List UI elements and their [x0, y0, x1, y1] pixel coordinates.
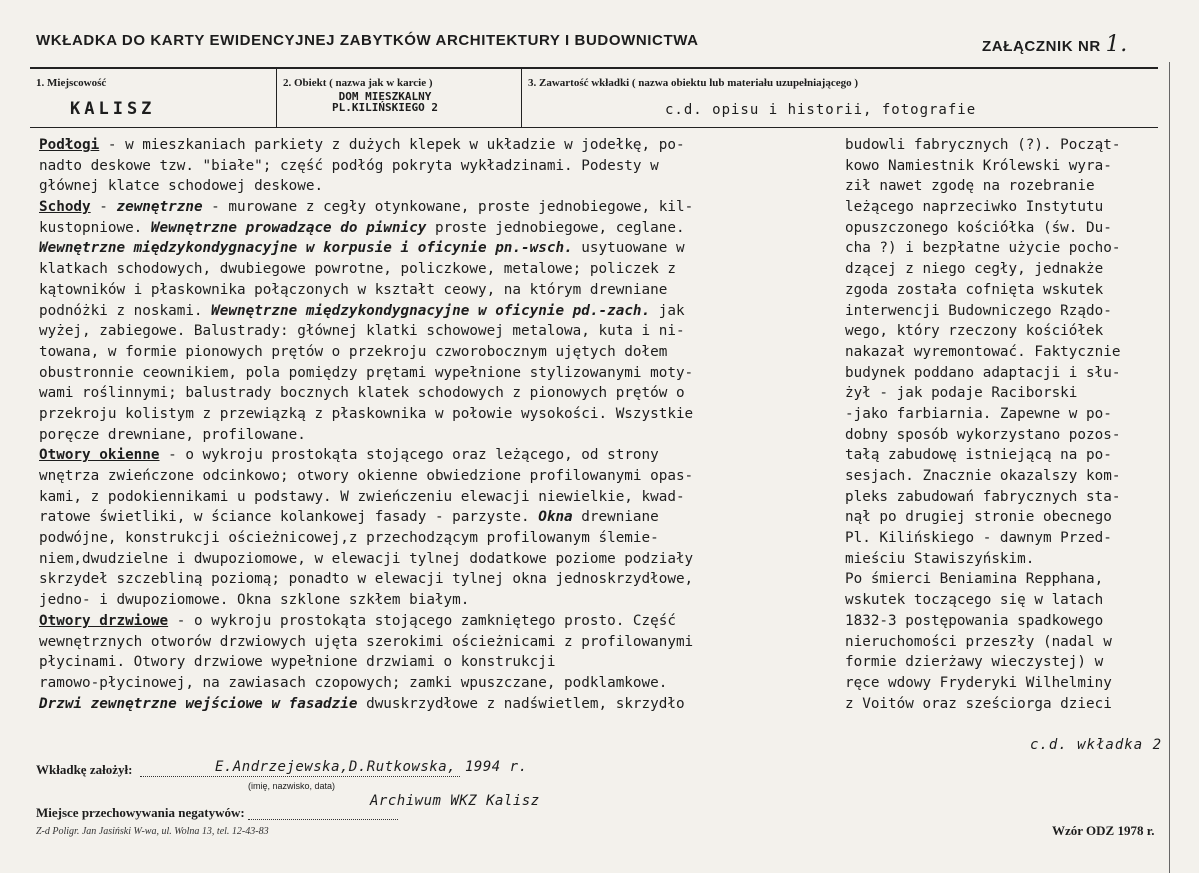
side-line: wskutek toczącego się w latach — [845, 592, 1104, 609]
text-line: niem,dwudzielne i dwupoziomowe, w elewacji tylnej dodatkowe poziome podziały — [39, 550, 694, 567]
text-line: Wewnętrzne międzykondygnacyjne w korpusie i oficynie pn.-wsch. usytuowane w — [39, 240, 685, 257]
text-line: obustronnie ceownikiem, pola pomiędzy prętami wypełnione stylizowanymi moty- — [39, 364, 694, 381]
text-line: Podłogi - w mieszkaniach parkiety z dużych klepek w układzie w jodełkę, po- — [39, 137, 685, 153]
text-line: wami roślinnymi; balustrady bocznych klatek schodowych z pionowych prętów o — [39, 385, 685, 402]
history-column — [845, 135, 1170, 714]
side-line: pleks zabudowań fabrycznych sta- — [845, 488, 1121, 505]
side-line: Pl. Kilińskiego - dawnym Przed- — [845, 530, 1112, 547]
text-line: kami, z podokiennikami u podstawy. W zwieńczeniu elewacji niewielkie, kwad- — [39, 488, 685, 505]
text-line: przekroju kolistym z przewiązką z płaskownika w połowie wysokości. Wszystkie — [39, 405, 694, 422]
text-line: poręcze drewniane, profilowane. — [39, 426, 306, 443]
founded-label: Wkładkę założył: — [36, 762, 133, 777]
side-line: interwencji Budowniczego Rządo- — [845, 302, 1112, 319]
locality-label: 1. Miejscowość — [36, 77, 107, 89]
text-line: towana, w formie pionowych prętów o przekroju czworobocznym ujętych dołem — [39, 343, 668, 360]
field-divider-2 — [521, 67, 522, 127]
text-line: ratowe świetliki, w ściance kolankowej fasady - parzyste. Okna drewniane — [39, 509, 659, 526]
founded-value: E.Andrzejewska,D.Rutkowska, 1994 r. — [215, 759, 528, 775]
text-line: podwójne, konstrukcji ościeżnicowej,z przechodzącym profilowanym ślemie- — [39, 530, 659, 547]
side-line: wego, który rzeczony kościółek — [845, 323, 1104, 340]
side-line: kowo Namiestnik Królewski wyra- — [845, 157, 1112, 174]
attachment-label: ZAŁĄCZNIK NR — [982, 38, 1101, 55]
side-line: nął po drugiej stronie obecnego — [845, 509, 1112, 526]
side-line: sesjach. Znacznie okazalszy kom- — [845, 468, 1121, 484]
negatives-label: Miejsce przechowywania negatywów: — [36, 805, 245, 820]
side-line: mieściu Stawiszyńskim. — [845, 550, 1035, 567]
text-line: Schody - zewnętrzne - murowane z cegły otynkowane, proste jednobiegowe, kil- — [39, 199, 694, 216]
contents-value: c.d. opisu i historii, fotografie — [665, 102, 977, 118]
side-line: Po śmierci Beniamina Repphana, — [845, 571, 1104, 588]
side-line: nakazał wyremontować. Faktycznie — [845, 343, 1121, 360]
header-bottom-rule — [30, 127, 1158, 128]
side-line: budowli fabrycznych (?). Począt- — [845, 137, 1121, 153]
printer-imprint: Z-d Poligr. Jan Jasiński W-wa, ul. Wolna 13, tel. 12-43-83 — [36, 826, 269, 837]
text-line: Otwory okienne - o wykroju prostokąta stojącego oraz leżącego, od strony — [39, 447, 659, 464]
attachment-heading — [982, 32, 1128, 57]
side-line: opuszczonego kościółka (św. Du- — [845, 219, 1112, 236]
card-title: WKŁADKA DO KARTY EWIDENCYJNEJ ZABYTKÓW ARCHITEKTURY I BUDOWNICTWA — [36, 32, 699, 49]
side-line: z Voitów oraz sześciorga dzieci — [845, 695, 1112, 712]
side-line: dzącej z niego cegły, jednakże — [845, 261, 1104, 278]
side-line: tałą zabudowę istniejącą na po- — [845, 447, 1112, 464]
attachment-number: 1. — [1105, 32, 1128, 57]
side-line: zgoda została cofnięta wskutek — [845, 281, 1104, 298]
side-line: ręce wdowy Fryderyki Wilhelminy — [845, 674, 1112, 691]
text-line: nadto deskowe tzw. "białe"; część podłóg pokryta wykładzinami. Podesty w — [39, 157, 659, 174]
text-line: wyżej, zabiegowe. Balustrady: głównej klatki schowowej metalowa, kuta i ni- — [39, 323, 685, 340]
text-line: wnętrza zwieńczone odcinkowo; otwory okienne obwiedzione profilowanymi opas- — [39, 468, 694, 484]
side-line: dobny sposób wykorzystano pozos- — [845, 426, 1121, 443]
text-line: klatkach schodowych, dwubiegowe powrotne, policzkowe, metalowe; policzek z — [39, 261, 676, 278]
side-line: cha ?) i bezpłatne użycie pocho- — [845, 240, 1121, 257]
archive-value: Archiwum WKZ Kalisz — [370, 793, 540, 809]
founded-dotted-line — [140, 776, 460, 777]
field-divider-1 — [276, 67, 277, 127]
side-line: 1832-3 postępowania spadkowego — [845, 612, 1104, 629]
form-code: Wzór ODZ 1978 r. — [1052, 823, 1155, 838]
text-line: głównej klatce schodowej deskowe. — [39, 178, 324, 195]
text-line: wewnętrznych otworów drzwiowych ujęta szerokimi ościeżnicami z profilowanymi — [39, 633, 694, 650]
side-line: ził nawet zgodę na rozebranie — [845, 178, 1095, 195]
side-line: budynek poddano adaptacji i słu- — [845, 364, 1121, 381]
object-value — [305, 91, 465, 113]
side-line: formie dzierżawy wieczystej) w — [845, 654, 1104, 671]
object-label: 2. Obiekt ( nazwa jak w karcie ) — [283, 77, 433, 89]
text-line: skrzydeł szczebliną poziomą; ponadto w elewacji tylnej okna jednoskrzydłowe, — [39, 571, 694, 588]
negatives-dotted-line — [248, 819, 398, 820]
continuation-note: c.d. wkładka 2 — [1030, 737, 1163, 753]
side-line: leżącego naprzeciwko Instytutu — [845, 199, 1104, 216]
text-line: ramowo-płycinowej, na zawiasach czopowych; zamki wpuszczane, podklamkowe. — [39, 674, 668, 691]
object-value-line2: PL.KILIŃSKIEGO 2 — [332, 101, 438, 114]
text-line: kustopniowe. Wewnętrzne prowadzące do piwnicy proste jednobiegowe, ceglane. — [39, 219, 685, 236]
founded-hint: (imię, nazwisko, data) — [248, 781, 336, 791]
text-line: Drzwi zewnętrzne wejściowe w fasadzie dwuskrzydłowe z nadświetlem, skrzydło — [39, 695, 685, 712]
main-description — [39, 135, 806, 714]
text-line: kątowników i płaskownika połączonych w kształt ceowy, na którym drewniane — [39, 281, 668, 298]
text-line: podnóżki z noskami. Wewnętrzne międzykondygnacyjne w oficynie pd.-zach. jak — [39, 302, 685, 319]
header-top-rule — [30, 67, 1158, 69]
text-line: płycinami. Otwory drzwiowe wypełnione drzwiami o konstrukcji — [39, 654, 556, 671]
side-line: -jako farbiarnia. Zapewne w po- — [845, 405, 1112, 422]
object-value-line1: DOM MIESZKALNY — [338, 90, 432, 103]
text-line: Otwory drzwiowe - o wykroju prostokąta stojącego zamkniętego prosto. Część — [39, 612, 676, 629]
side-line: żył - jak podaje Raciborski — [845, 385, 1078, 402]
side-line: nieruchomości przeszły (nadal w — [845, 633, 1112, 650]
text-line: jedno- i dwupoziomowe. Okna szklone szkłem białym. — [39, 592, 470, 609]
locality-value: KALISZ — [70, 99, 156, 119]
contents-label: 3. Zawartość wkładki ( nazwa obiektu lub materiału uzupełniającego ) — [528, 77, 859, 89]
